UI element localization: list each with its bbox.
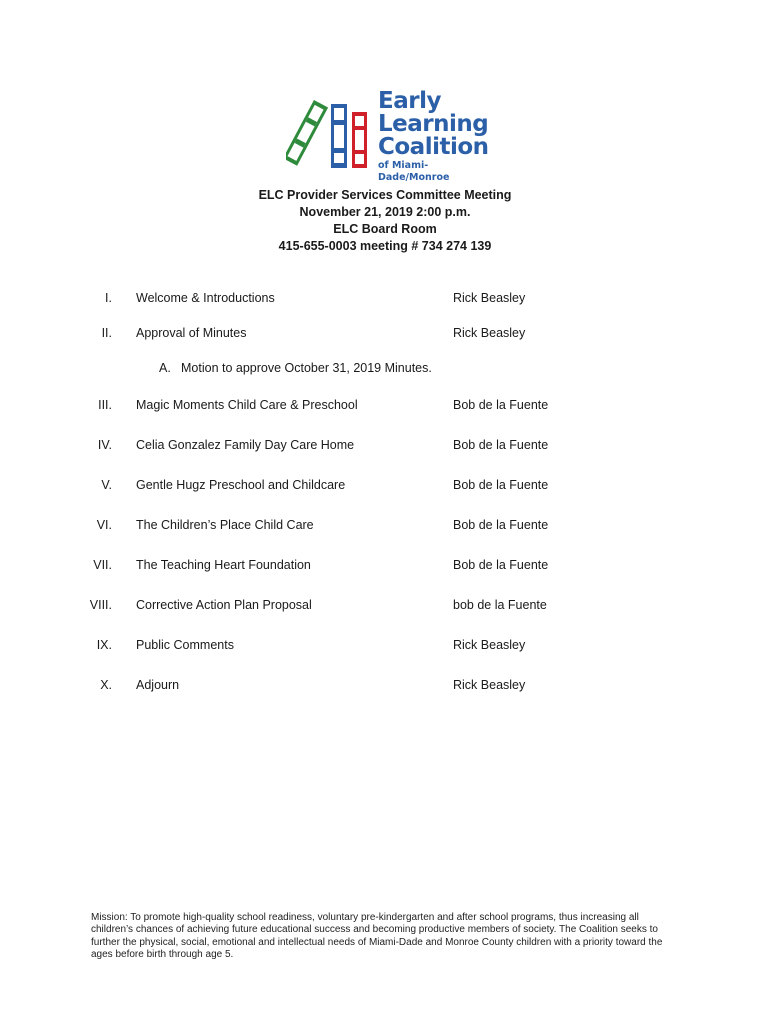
agenda-item-presenter: Bob de la Fuente: [453, 558, 549, 572]
agenda-item-number: IV.: [97, 438, 112, 452]
agenda-item-title: Corrective Action Plan Proposal: [136, 598, 312, 612]
agenda-subitem-letter: A.: [159, 361, 171, 375]
books-icon: [286, 90, 376, 172]
meeting-dial-in: 415-655-0003 meeting # 734 274 139: [278, 239, 492, 253]
agenda-item: [0, 678, 770, 696]
agenda-item-number: V.: [101, 478, 112, 492]
agenda-item-number: II.: [101, 326, 112, 340]
agenda-item-presenter: Bob de la Fuente: [453, 398, 549, 412]
agenda-item-number: VI.: [96, 518, 112, 532]
agenda-item-title: Approval of Minutes: [136, 326, 247, 340]
agenda-item: [0, 518, 770, 536]
agenda-item-title: Magic Moments Child Care & Preschool: [136, 398, 358, 412]
logo-line-early: Early: [378, 88, 441, 114]
mission-statement: Mission: To promote high-quality school readiness, voluntary pre-kindergarten and after school programs, thus increasing all children’s chances of achieving future educational success and becoming productive members of society. The Coalition seeks to further the physical, social, emotional and intellectual needs of Miami-Dade and Monroe County children with a priority toward the ages before birth through age 5.: [91, 912, 663, 961]
agenda-item: [0, 291, 770, 309]
agenda-item: [0, 638, 770, 656]
agenda-subitem: [159, 361, 432, 375]
agenda-item: [0, 398, 770, 416]
agenda-item-number: X.: [100, 678, 112, 692]
agenda-item-number: III.: [98, 398, 112, 412]
agenda-item-title: Adjourn: [136, 678, 180, 692]
agenda-item-number: I.: [105, 291, 112, 305]
agenda-item: [0, 478, 770, 496]
agenda-item: [0, 438, 770, 456]
agenda-item-title: Welcome & Introductions: [136, 291, 275, 305]
agenda-item-number: VII.: [93, 558, 112, 572]
logo-line-learning: Learning: [378, 111, 489, 137]
agenda-item-number: VIII.: [89, 598, 112, 612]
meeting-datetime: November 21, 2019 2:00 p.m.: [299, 205, 471, 219]
agenda-item-presenter: Rick Beasley: [453, 638, 526, 652]
agenda-subitem-text: Motion to approve October 31, 2019 Minutes.: [181, 361, 432, 375]
agenda-item-presenter: Rick Beasley: [453, 291, 526, 305]
agenda-item-presenter: Rick Beasley: [453, 326, 526, 340]
agenda-item-presenter: Bob de la Fuente: [453, 518, 549, 532]
meeting-header: [0, 187, 770, 255]
agenda-item: [0, 326, 770, 344]
agenda-item-title: Public Comments: [136, 638, 234, 652]
agenda-item: [0, 558, 770, 576]
agenda-item-title: Gentle Hugz Preschool and Childcare: [136, 478, 346, 492]
agenda-item-title: Celia Gonzalez Family Day Care Home: [136, 438, 355, 452]
agenda-item: [0, 598, 770, 616]
logo-line-coalition: Coalition: [378, 134, 489, 160]
agenda-item-title: The Children’s Place Child Care: [136, 518, 314, 532]
agenda-item-presenter: Bob de la Fuente: [453, 478, 549, 492]
logo-subline: of Miami-Dade/Monroe: [378, 160, 450, 183]
elc-logo: [286, 88, 489, 183]
agenda-item-number: IX.: [96, 638, 112, 652]
agenda-item-presenter: Bob de la Fuente: [453, 438, 549, 452]
meeting-title: ELC Provider Services Committee Meeting: [258, 188, 512, 202]
agenda-item-presenter: bob de la Fuente: [453, 598, 547, 612]
meeting-location: ELC Board Room: [333, 222, 437, 236]
logo-wordmark: [378, 90, 489, 184]
agenda-item-title: The Teaching Heart Foundation: [136, 558, 311, 572]
agenda-item-presenter: Rick Beasley: [453, 678, 526, 692]
